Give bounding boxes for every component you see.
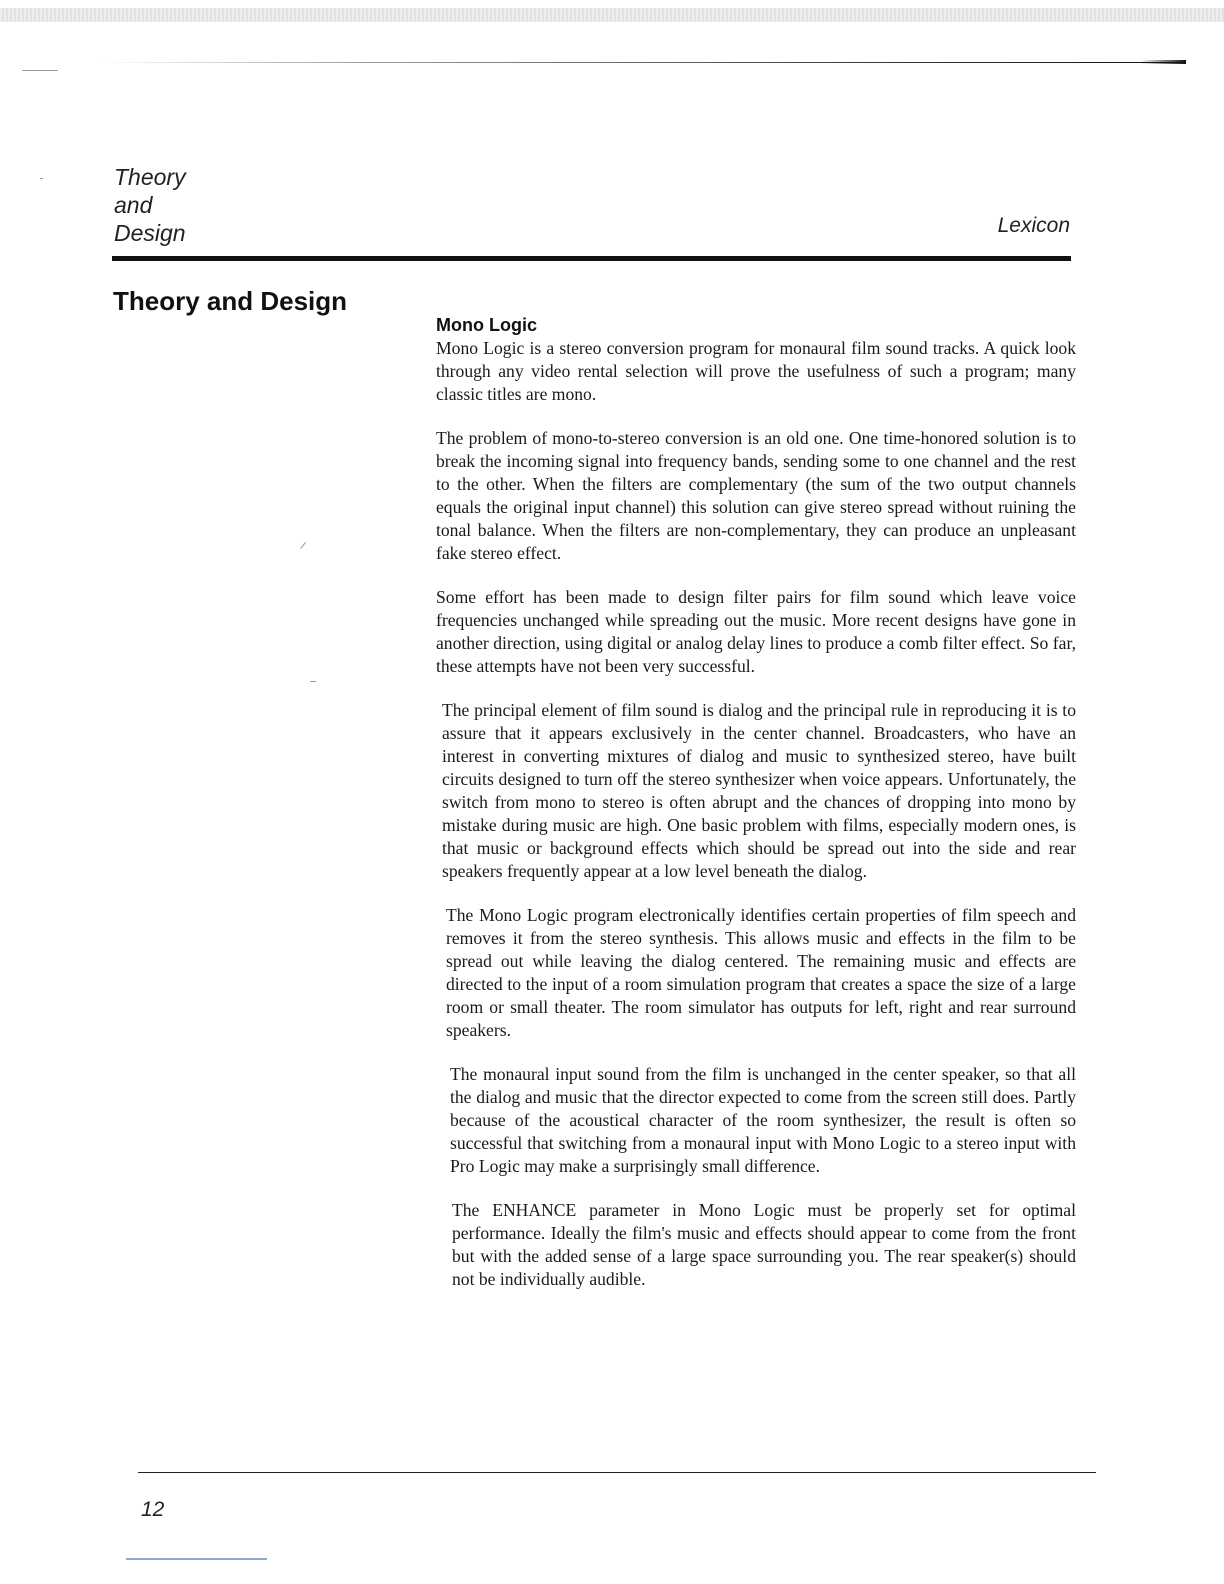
scan-speck	[300, 542, 306, 549]
footer-rule	[138, 1472, 1096, 1473]
running-head-line: and	[114, 192, 153, 218]
brand-name: Lexicon	[997, 214, 1070, 237]
scan-speck	[40, 178, 43, 179]
article-paragraph: Some effort has been made to design filter pairs for film sound which leave voice frequencies unchanged while spreading out the music. More recent designs have gone in another direction, using digital or analog delay lines to produce a comb filter effect. So far, these attempts have not been very successful.	[436, 587, 1076, 676]
scan-edge-artifact	[0, 8, 1224, 22]
header-rule	[112, 256, 1071, 261]
article-subhead: Mono Logic	[436, 315, 537, 335]
article-paragraph: The ENHANCE parameter in Mono Logic must be properly set for optimal performance. Ideally the film's music and effects should appear to come from the front but with the added sense of a large space surrounding you. The rear speaker(s) should not be individually audible.	[452, 1200, 1076, 1289]
article-paragraph: The principal element of film sound is dialog and the principal rule in reproducing it is to assure that it appears exclusively in the center channel. Broadcasters, who have an interest in converting mixtures of dialog and music to synthesized stereo, have built circuits designed to turn off the stereo synthesizer when voice appears. Unfortunately, the switch from mono to stereo is often abrupt and the chances of dropping into mono by mistake during music are high. One basic problem with films, especially modern ones, is that music or background effects which should be spread out into the side and rear speakers frequently appear at a low level beneath the dialog.	[442, 700, 1076, 881]
top-rule	[100, 62, 1186, 63]
section-title: Theory and Design	[113, 286, 348, 316]
scan-speck	[310, 681, 316, 682]
page-number: 12	[141, 1498, 165, 1521]
running-head-line: Design	[114, 220, 186, 246]
running-head-line: Theory	[114, 164, 186, 190]
article-paragraph: Mono Logic is a stereo conversion program for monaural film sound tracks. A quick look through any video rental selection will prove the usefulness of such a program; many classic titles are mono.	[436, 338, 1076, 404]
running-head	[114, 163, 186, 247]
top-rule-end	[1140, 60, 1186, 64]
article-paragraph: The problem of mono-to-stereo conversion is an old one. One time-honored solution is to break the incoming signal into frequency bands, sending some to one channel and the rest to the other. When the filters are complementary (the sum of the two output channels equals the original input channel) this solution can give stereo spread without ruining the tonal balance. When the filters are non-complementary, they can produce an unpleasant fake stereo effect.	[436, 428, 1076, 563]
margin-tick	[22, 70, 58, 71]
article-paragraph: The monaural input sound from the film is unchanged in the center speaker, so that all the dialog and music that the director expected to come from the screen still does. Partly because of the acoustical character of the room synthesizer, the result is often so successful that switching from a monaural input with Mono Logic to a stereo input with Pro Logic may make a surprisingly small difference.	[450, 1064, 1076, 1176]
article-paragraph: The Mono Logic program electronically identifies certain properties of film speech and removes it from the stereo synthesis. This allows music and effects in the film to be spread out while leaving the dialog centered. The remaining music and effects are directed to the input of a room simulation program that creates a space the size of a large room or small theater. The room simulator has outputs for left, right and rear surround speakers.	[446, 905, 1076, 1040]
article-body	[436, 313, 1076, 1312]
footer-scan-mark	[126, 1558, 267, 1560]
